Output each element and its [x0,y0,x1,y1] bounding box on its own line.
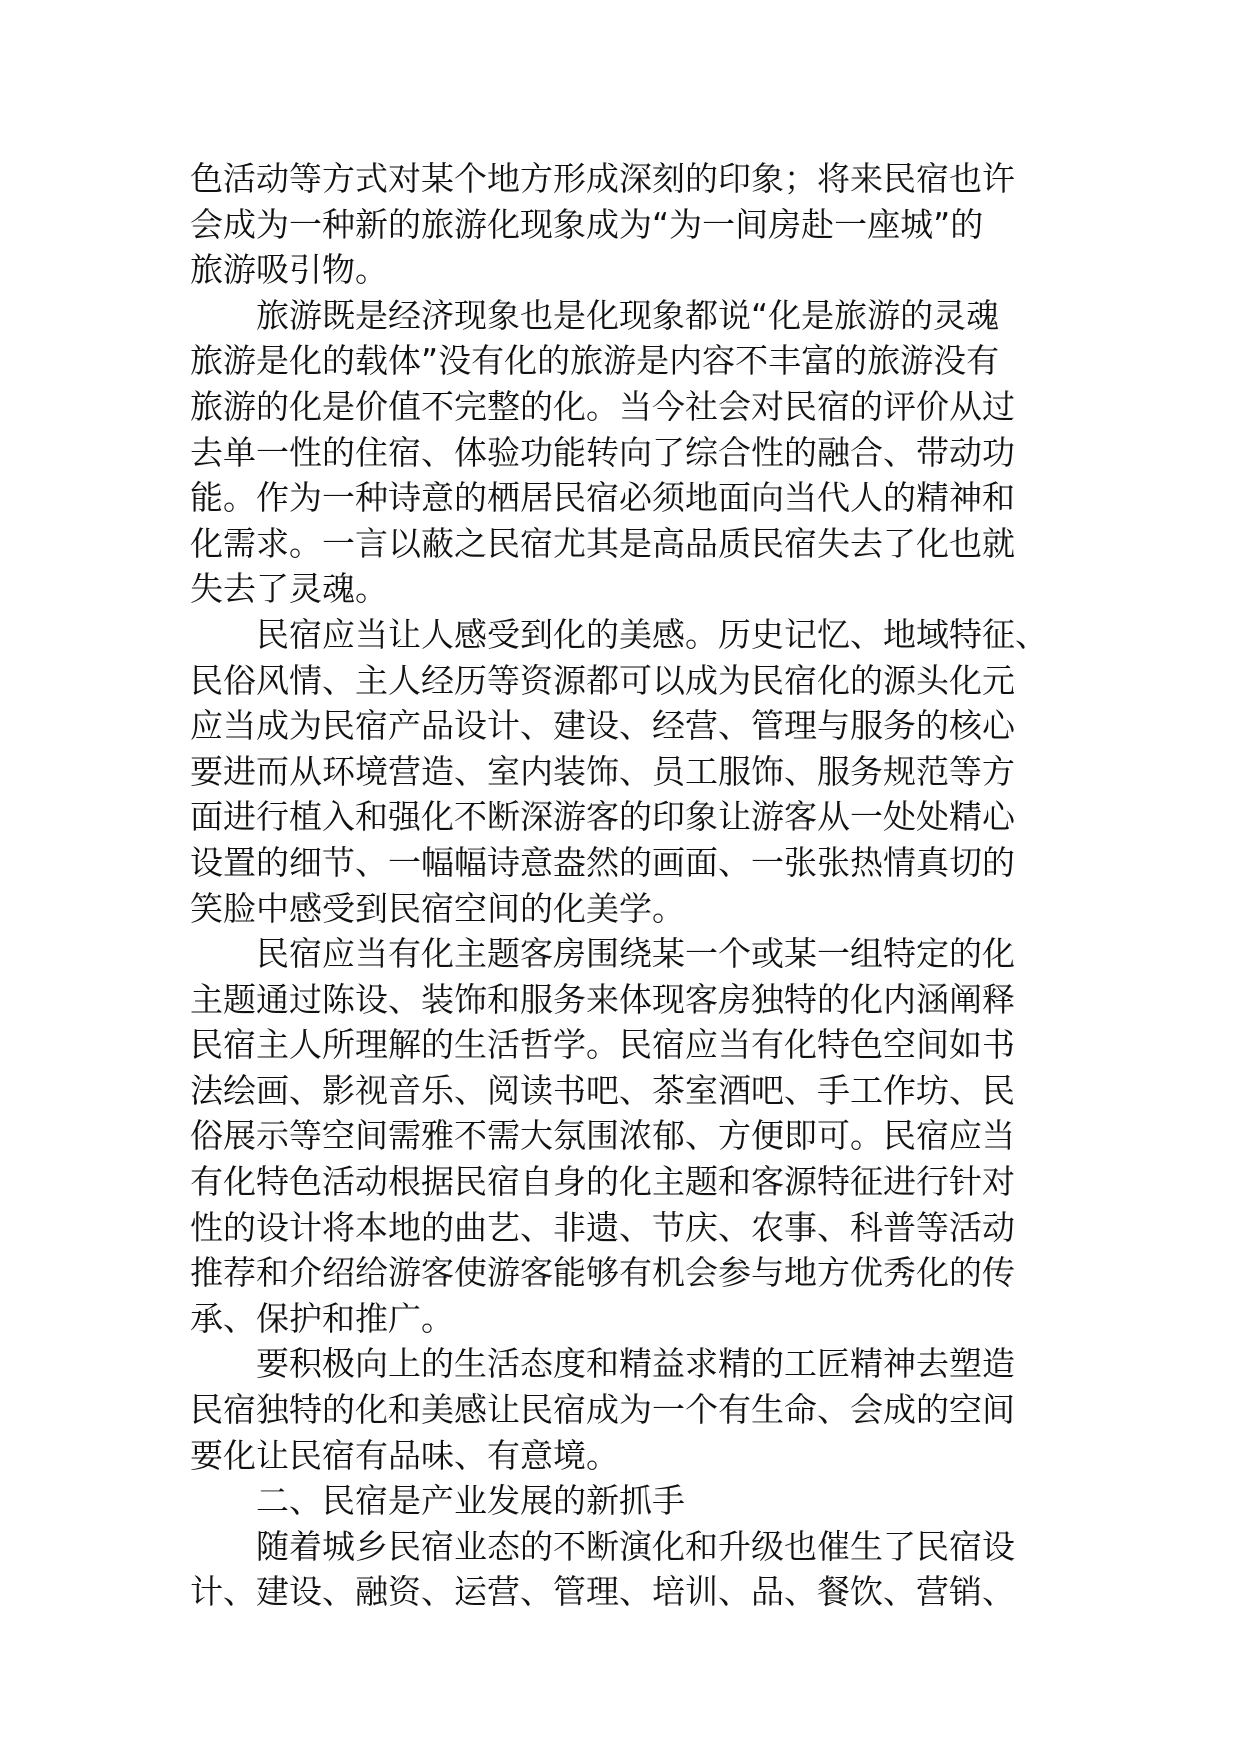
text-line: 推荐和介绍给游客使游客能够有机会参与地方优秀化的传 [190,1253,1015,1293]
text-line: 应当成为民宿产品设计、建设、经营、管理与服务的核心 [190,706,1015,746]
text-line: 计、建设、融资、运营、管理、培训、品、餐饮、营销、 [190,1572,1015,1612]
text-line: 失去了灵魂。 [190,569,388,609]
text-line: 要化让民宿有品味、有意境。 [190,1435,619,1475]
text-line: 俗展示等空间需雅不需大氛围浓郁、方便即可。民宿应当 [190,1116,1015,1156]
text-line: 民宿应当有化主题客房围绕某一个或某一组特定的化 [256,934,1015,974]
text-line: 设置的细节、一幅幅诗意盎然的画面、一张张热情真切的 [190,842,1015,882]
text-line: 主题通过陈设、装饰和服务来体现客房独特的化内涵阐释 [190,979,1015,1019]
text-line: 能。作为一种诗意的栖居民宿必须地面向当代人的精神和 [190,478,1015,518]
text-line: 承、保护和推广。 [190,1298,454,1338]
body-text [190,156,1070,1615]
text-line: 民宿应当让人感受到化的美感。历史记忆、地域特征、 [256,614,1048,654]
text-line: 民俗风情、主人经历等资源都可以成为民宿化的源头化元 [190,660,1015,700]
text-line: 要进而从环境营造、室内装饰、员工服饰、服务规范等方 [190,751,1015,791]
text-line: 有化特色活动根据民宿自身的化主题和客源特征进行针对 [190,1162,1015,1202]
text-line: 旅游是化的载体”没有化的旅游是内容不丰富的旅游没有 [190,341,1000,381]
text-line: 化需求。一言以蔽之民宿尤其是高品质民宿失去了化也就 [190,523,1015,563]
text-line: 要积极向上的生活态度和精益求精的工匠精神去塑造 [256,1344,1015,1384]
text-line: 去单一性的住宿、体验功能转向了综合性的融合、带动功 [190,432,1015,472]
text-line: 色活动等方式对某个地方形成深刻的印象；将来民宿也许 [190,159,1015,198]
text-line: 面进行植入和强化不断深游客的印象让游客从一处处精心 [190,797,1015,837]
text-line: 笑脸中感受到民宿空间的化美学。 [190,888,685,928]
text-line: 民宿独特的化和美感让民宿成为一个有生命、会成的空间 [190,1390,1015,1430]
text-line: 旅游既是经济现象也是化现象都说“化是旅游的灵魂 [256,295,1000,335]
text-line: 法绘画、影视音乐、阅读书吧、茶室酒吧、手工作坊、民 [190,1070,1015,1110]
text-line: 随着城乡民宿业态的不断演化和升级也催生了民宿设 [256,1526,1015,1566]
text-line: 旅游的化是价值不完整的化。当今社会对民宿的评价从过 [190,386,1015,426]
text-line: 二、民宿是产业发展的新抓手 [256,1481,685,1521]
text-line: 民宿主人所理解的生活哲学。民宿应当有化特色空间如书 [190,1025,1015,1065]
text-line: 会成为一种新的旅游化现象成为“为一间房赴一座城”的 [190,204,984,244]
text-line: 旅游吸引物。 [190,250,388,290]
text-line: 性的设计将本地的曲艺、非遗、节庆、农事、科普等活动 [190,1207,1015,1247]
